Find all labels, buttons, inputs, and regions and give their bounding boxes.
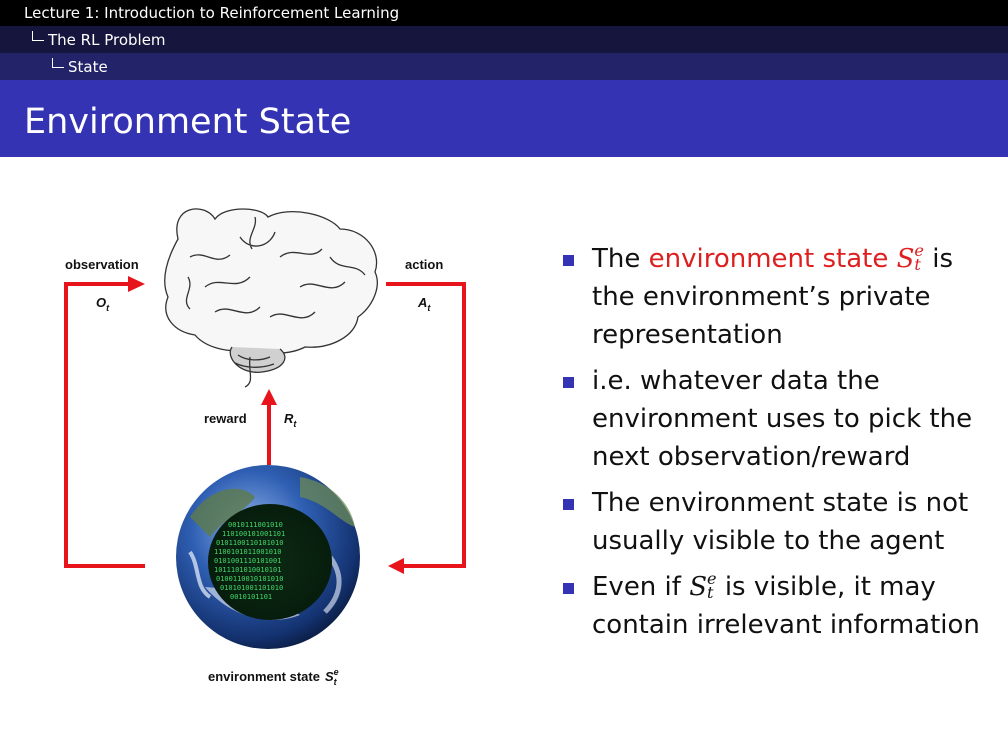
svg-text:0101001110101001: 0101001110101001 — [214, 557, 282, 565]
svg-text:1100101011001010: 1100101011001010 — [214, 548, 282, 556]
action-arrowhead — [388, 558, 404, 574]
env-state-symbol: S e t — [689, 569, 717, 602]
binary-core — [214, 521, 285, 601]
header-subsection-label: State — [68, 58, 108, 76]
bullet-square-icon — [563, 583, 574, 594]
observation-label: observation — [65, 257, 139, 272]
svg-text:010101001101010: 010101001101010 — [220, 584, 284, 592]
agent-environment-diagram — [0, 157, 520, 717]
bullet-item: i.e. whatever data the environment uses to pick the next observation/reward — [560, 362, 1000, 476]
tree-branch-icon — [52, 58, 64, 68]
action-line — [386, 284, 464, 566]
header-section — [32, 31, 166, 49]
header-subsection-bar — [0, 53, 1008, 80]
reward-arrowhead — [261, 389, 277, 405]
tree-branch-icon — [32, 31, 44, 41]
slide-title: Environment State — [24, 102, 352, 142]
bullet-item: The environment state is not usually visible to the agent — [560, 484, 1000, 560]
bullet-square-icon — [563, 377, 574, 388]
svg-text:110100101001101: 110100101001101 — [222, 530, 286, 538]
bullet-item: Even if S e t is visible, it may contain irrelevant information — [560, 568, 1000, 644]
header-section-label: The RL Problem — [48, 31, 166, 49]
observation-symbol: $O_t$ — [96, 295, 110, 313]
observation-arrowhead — [128, 276, 145, 292]
svg-text:0010101101: 0010101101 — [230, 593, 273, 601]
action-label: action — [405, 257, 444, 272]
bullet-item: The environment state S e t is the environment’s private representation — [560, 240, 1000, 354]
action-symbol: $A_t$ — [418, 295, 431, 313]
header-subsection — [52, 58, 108, 76]
svg-text:0101100110101010: 0101100110101010 — [216, 539, 284, 547]
brain-illustration — [165, 209, 378, 387]
highlighted-term: environment state S e t — [648, 241, 924, 274]
svg-text:1011101010010101: 1011101010010101 — [214, 566, 282, 574]
env-state-symbol: S e t — [896, 241, 924, 274]
bullet-square-icon — [563, 499, 574, 510]
svg-text:0010111001010: 0010111001010 — [228, 521, 283, 529]
reward-label: reward — [204, 411, 247, 426]
earth-illustration — [176, 465, 360, 649]
observation-line — [66, 284, 145, 566]
reward-symbol: $R_t$ — [284, 411, 297, 429]
bullet-square-icon — [563, 255, 574, 266]
bullet-list — [560, 240, 1000, 652]
header-lecture: Lecture 1: Introduction to Reinforcement Learning — [24, 4, 400, 22]
environment-state-label: environment state $S^e$ t — [208, 667, 339, 687]
svg-text:0100110010101010: 0100110010101010 — [216, 575, 284, 583]
